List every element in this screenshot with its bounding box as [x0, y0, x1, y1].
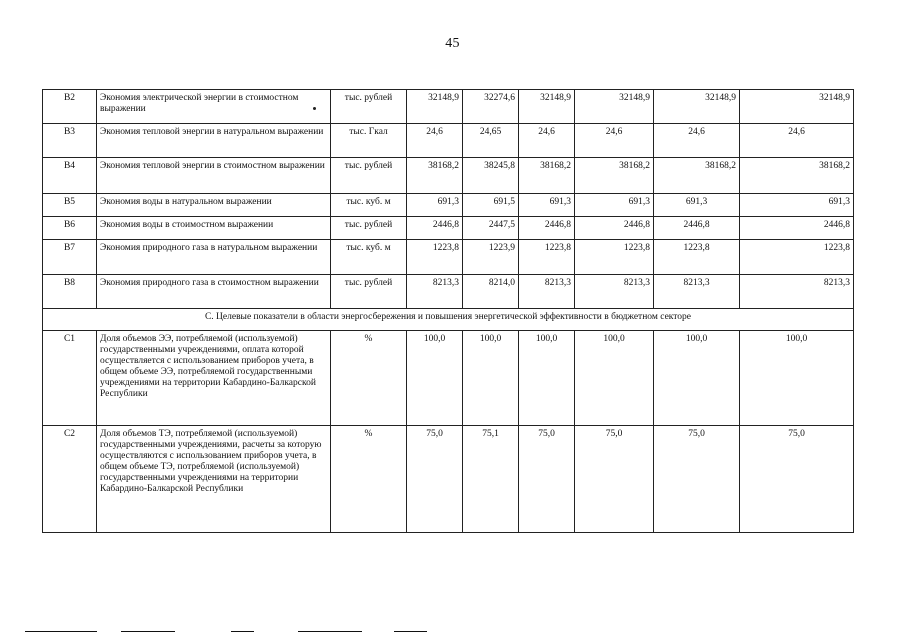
- row-value: 32148,9: [654, 90, 740, 124]
- row-value: 2446,8: [740, 217, 854, 240]
- table-row: [43, 124, 854, 158]
- row-unit: %: [331, 426, 407, 533]
- row-value: 32148,9: [407, 90, 463, 124]
- table-row: [43, 217, 854, 240]
- row-value: 32148,9: [519, 90, 575, 124]
- row-value: 100,0: [740, 331, 854, 426]
- row-unit: тыс. Гкал: [331, 124, 407, 158]
- table-row: [43, 90, 854, 124]
- row-unit: тыс. рублей: [331, 275, 407, 309]
- row-value: 691,3: [654, 194, 740, 217]
- footer-rule: [231, 631, 254, 632]
- row-unit: тыс. куб. м: [331, 240, 407, 275]
- table-row: [43, 194, 854, 217]
- row-name: Экономия природного газа в стоимостном выражении: [97, 275, 331, 309]
- row-value: 2446,8: [654, 217, 740, 240]
- row-value: 691,5: [463, 194, 519, 217]
- table-row: [43, 240, 854, 275]
- row-value: 691,3: [519, 194, 575, 217]
- row-code: В4: [43, 158, 97, 194]
- row-value: 75,1: [463, 426, 519, 533]
- row-value: 8213,3: [407, 275, 463, 309]
- row-code: В3: [43, 124, 97, 158]
- section-row: [43, 309, 854, 331]
- row-value: 8213,3: [575, 275, 654, 309]
- row-name: Экономия воды в натуральном выражении: [97, 194, 331, 217]
- row-value: 1223,8: [519, 240, 575, 275]
- row-name: Экономия воды в стоимостном выражении: [97, 217, 331, 240]
- row-value: 691,3: [407, 194, 463, 217]
- table-row: [43, 331, 854, 426]
- scan-speck: [313, 107, 316, 110]
- row-value: 100,0: [575, 331, 654, 426]
- row-value: 38168,2: [740, 158, 854, 194]
- footer-rule: [394, 631, 427, 632]
- row-value: 75,0: [407, 426, 463, 533]
- row-value: 1223,9: [463, 240, 519, 275]
- row-value: 24,6: [654, 124, 740, 158]
- footer-rule: [121, 631, 175, 632]
- row-value: 75,0: [654, 426, 740, 533]
- row-code: В7: [43, 240, 97, 275]
- row-value: 24,6: [740, 124, 854, 158]
- row-name: Экономия тепловой энергии в натуральном выражении: [97, 124, 331, 158]
- footer-rule: [298, 631, 362, 632]
- row-value: 100,0: [519, 331, 575, 426]
- row-value: 1223,8: [740, 240, 854, 275]
- row-code: С2: [43, 426, 97, 533]
- row-value: 32148,9: [575, 90, 654, 124]
- row-value: 2446,8: [407, 217, 463, 240]
- row-value: 691,3: [740, 194, 854, 217]
- row-value: 38168,2: [654, 158, 740, 194]
- row-unit: тыс. рублей: [331, 158, 407, 194]
- section-c-title: С. Целевые показатели в области энергосбережения и повышения энергетической эффективности в бюджетном секторе: [43, 309, 854, 331]
- row-value: 2446,8: [575, 217, 654, 240]
- row-name: Экономия электрической энергии в стоимостном выражении: [97, 90, 331, 124]
- row-name: Экономия тепловой энергии в стоимостном выражении: [97, 158, 331, 194]
- row-name: Доля объемов ЭЭ, потребляемой (используемой) государственными учреждениями, оплата которой осуществляется с использованием приборов учета, в общем объеме ЭЭ, потребляемой государственными учреждениями на территории Кабардино-Балкарской Республики: [97, 331, 331, 426]
- row-unit: %: [331, 331, 407, 426]
- table-row: [43, 426, 854, 533]
- row-value: 691,3: [575, 194, 654, 217]
- row-value: 24,6: [519, 124, 575, 158]
- row-unit: тыс. куб. м: [331, 194, 407, 217]
- row-code: В2: [43, 90, 97, 124]
- row-value: 38168,2: [519, 158, 575, 194]
- row-value: 24,65: [463, 124, 519, 158]
- row-name: Доля объемов ТЭ, потребляемой (используемой) государственными учреждениями, расчеты за которую осуществляются с использованием приборов учета, в общем объеме ТЭ, потребляемой (используемой) государственными учреждениями на территории Кабардино-Балкарской Республики: [97, 426, 331, 533]
- row-name: Экономия природного газа в натуральном выражении: [97, 240, 331, 275]
- row-value: 8213,3: [654, 275, 740, 309]
- row-code: В5: [43, 194, 97, 217]
- row-value: 75,0: [519, 426, 575, 533]
- row-value: 38168,2: [407, 158, 463, 194]
- row-value: 75,0: [575, 426, 654, 533]
- row-code: В8: [43, 275, 97, 309]
- footer-rule: [25, 631, 97, 632]
- row-code: В6: [43, 217, 97, 240]
- row-value: 8213,3: [740, 275, 854, 309]
- row-value: 2446,8: [519, 217, 575, 240]
- row-unit: тыс. рублей: [331, 90, 407, 124]
- row-value: 2447,5: [463, 217, 519, 240]
- row-unit: тыс. рублей: [331, 217, 407, 240]
- row-value: 24,6: [407, 124, 463, 158]
- table-row: [43, 158, 854, 194]
- row-value: 100,0: [654, 331, 740, 426]
- row-value: 75,0: [740, 426, 854, 533]
- row-value: 1223,8: [654, 240, 740, 275]
- row-value: 8213,3: [519, 275, 575, 309]
- row-value: 38245,8: [463, 158, 519, 194]
- row-value: 32148,9: [740, 90, 854, 124]
- row-value: 8214,0: [463, 275, 519, 309]
- row-value: 1223,8: [407, 240, 463, 275]
- page-number: 45: [445, 36, 460, 51]
- table-row: [43, 275, 854, 309]
- row-value: 1223,8: [575, 240, 654, 275]
- row-value: 100,0: [407, 331, 463, 426]
- row-code: С1: [43, 331, 97, 426]
- row-value: 100,0: [463, 331, 519, 426]
- row-value: 24,6: [575, 124, 654, 158]
- indicators-table: [42, 89, 854, 533]
- row-value: 38168,2: [575, 158, 654, 194]
- row-value: 32274,6: [463, 90, 519, 124]
